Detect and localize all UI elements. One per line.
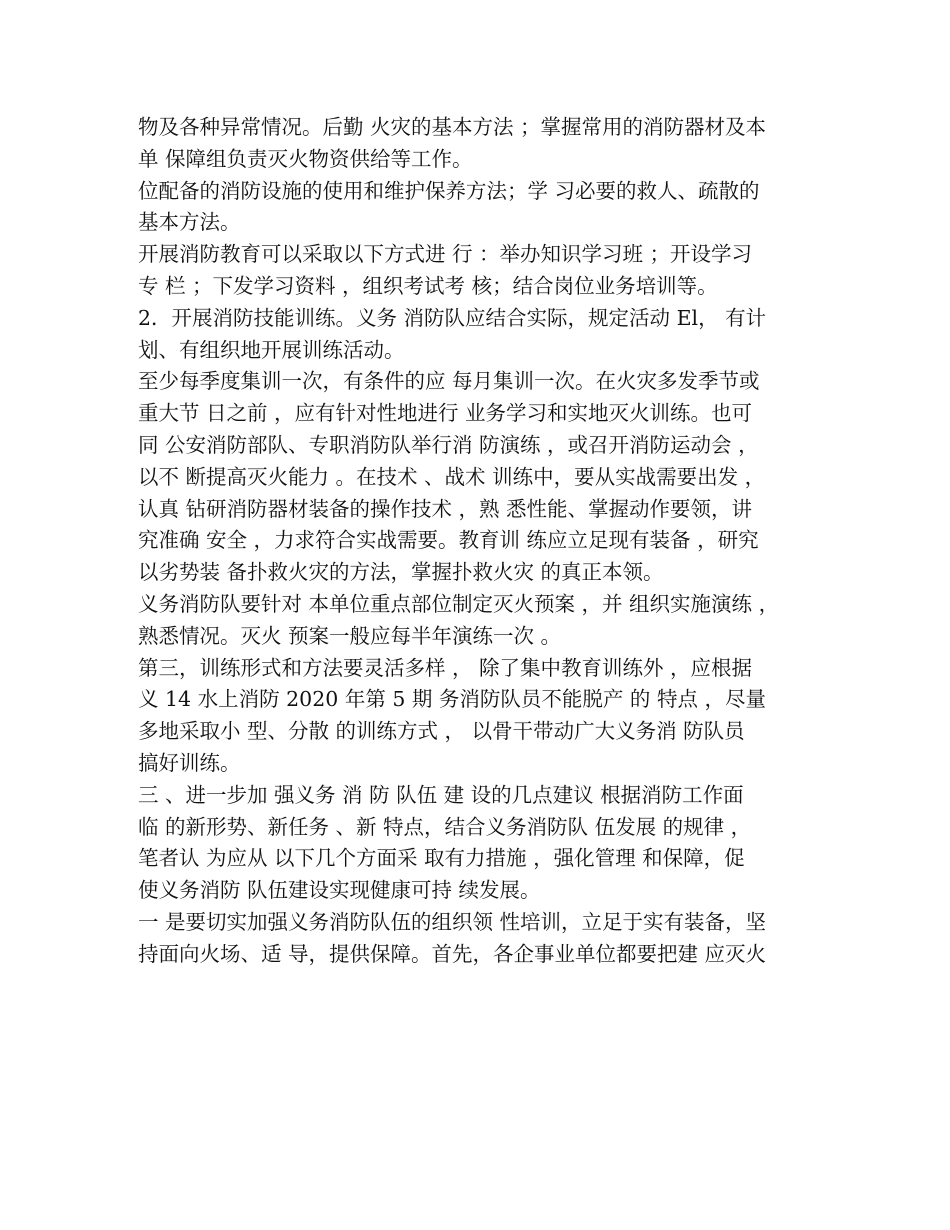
text-line: 义 14 水上消防 2020 年第 5 期 务消防队员不能脱产 的 特点 ，尽量 bbox=[138, 687, 766, 712]
text-line: 笔者认 为应从 以下几个方面采 取有力措施 ，强化管理 和保障，促 bbox=[138, 846, 745, 871]
text-line: 专 栏 ；下发学习资料 ，组织考试考 核；结合岗位业务培训等。 bbox=[138, 273, 718, 298]
text-line: 究准确 安全 ，力求符合实战需要。教育训 练应立足现有装备 ，研究 bbox=[138, 528, 759, 553]
text-line: 至少每季度集训一次，有条件的应 每月集训一次。在火灾多发季节或 bbox=[138, 369, 760, 394]
text-line: 持面向火场、适 导，提供保障。首先，各企事业单位都要把建 应灭火 bbox=[138, 941, 767, 966]
text-line: 2．开展消防技能训练。义务 消防队应结合实际，规定活动 El， 有计 bbox=[138, 305, 767, 330]
text-line: 重大节 日之前 ，应有针对性地进行 业务学习和实地灭火训练。也可 bbox=[138, 401, 753, 426]
text-line: 熟悉情况。灭火 预案一般应每半年演练一次 。 bbox=[138, 623, 562, 648]
text-line: 开展消防教育可以采取以下方式进 行 ：举办知识学习班 ；开设学习 bbox=[138, 242, 753, 267]
text-line: 三 、进一步加 强义务 消 防 队伍 建 设的几点建议 根据消防工作面 bbox=[138, 782, 744, 807]
text-line: 划、有组织地开展训练活动。 bbox=[138, 337, 405, 362]
text-line: 以劣势装 备扑救火灾的方法，掌握扑救火灾 的真正本领。 bbox=[138, 560, 664, 585]
text-line: 多地采取小 型、分散 的训练方式 ， 以骨干带动广大义务消 防队员 bbox=[138, 719, 745, 744]
text-line: 基本方法。 bbox=[138, 210, 241, 235]
text-line: 第三，训练形式和方法要灵活多样 ， 除了集中教育训练外 ，应根据 bbox=[138, 655, 753, 680]
text-line: 临 的新形势、新任务 、新 特点，结合义务消防队 伍发展 的规律 ， bbox=[138, 814, 752, 839]
text-line: 搞好训练。 bbox=[138, 750, 241, 775]
text-line: 物及各种异常情况。后勤 火灾的基本方法 ；掌握常用的消防器材及本 bbox=[138, 115, 767, 139]
document-body bbox=[138, 112, 838, 971]
text-line: 认真 钻研消防器材装备的操作技术 ，熟 悉性能、掌握动作要领，讲 bbox=[138, 496, 753, 521]
text-line: 一 是要切实加强义务消防队伍的组织领 性培训，立足于实有装备，坚 bbox=[138, 909, 767, 934]
text-line: 同 公安消防部队、专职消防队举行消 防演练 ，或召开消防运动会 ， bbox=[138, 432, 759, 457]
text-line: 使义务消防 队伍建设实现健康可持 续发展。 bbox=[138, 878, 541, 903]
text-line: 单 保障组负责灭火物资供给等工作。 bbox=[138, 146, 473, 171]
text-line: 以不 断提高灭火能力 。在技术 、战术 训练中，要从实战需要出发 ， bbox=[138, 464, 766, 489]
text-line: 义务消防队要针对 本单位重点部位制定灭火预案 ，并 组织实施演练 ， bbox=[138, 591, 780, 616]
text-line: 位配备的消防设施的使用和维护保养方法；学 习必要的救人、疏散的 bbox=[138, 178, 760, 203]
